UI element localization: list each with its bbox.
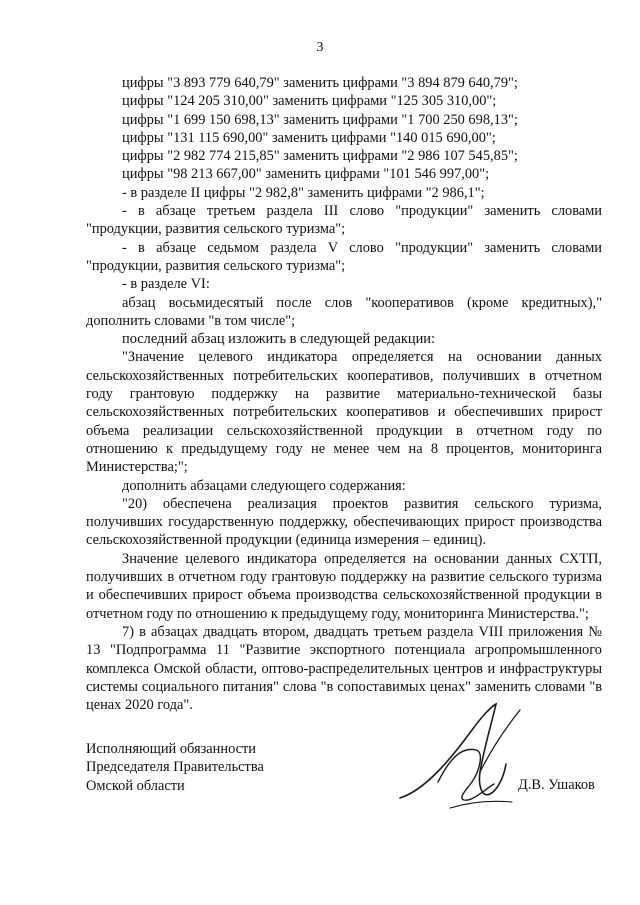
signatory-position-line: Исполняющий обязанности — [86, 741, 257, 757]
signatory-position — [86, 740, 264, 795]
paragraph: цифры "1 699 150 698,13" заменить цифрами "1 700 250 698,13"; — [122, 111, 518, 128]
paragraph: последний абзац изложить в следующей редакции: — [122, 331, 436, 348]
signatory-position-line: Омской области — [86, 777, 185, 794]
document-body — [86, 74, 602, 714]
handwritten-signature — [380, 690, 540, 820]
paragraph: абзац восьмидесятый после слов "кооперативов (кроме кредитных)," дополнить словами "в том числе"; — [86, 294, 602, 329]
paragraph: Значение целевого индикатора определяется на основании данных СХТП, получивших в отчетном году грантовую поддержку на развитие сельского туризма и обеспечивших прирост объема производства сельскохозяйственной продукции в отчетном году по отношению к предыдущему году, мониторинга Министерства."; — [86, 550, 602, 622]
paragraph: - в разделе VI: — [122, 276, 210, 293]
paragraph: - в абзаце третьем раздела III слово "продукции" заменить словами "продукции, развития сельского туризма"; — [86, 203, 602, 238]
paragraph: "Значение целевого индикатора определяется на основании данных сельскохозяйственных потребительских кооперативов, получивших в отчетном году грантовую поддержку на развитие материально-технической базы сельскохозяйственных потребительских кооперативов и обеспечивших прирост объема реализации сельскохозяйственной продукции в отчетном году по отношению к предыдущему году не менее чем на 8 процентов, мониторинга Министерства;"; — [86, 349, 602, 476]
paragraph: 7) в абзацах двадцать втором, двадцать третьем раздела VIII приложения № 13 "Подпрограмма 11 "Развитие экспортного потенциала агропромышленного комплекса Омской области, оптово-распределительных центров и инфраструктуры системы социального питания" слова "в сопоставимых ценах" заменить словами "в ценах 2020 года". — [86, 623, 602, 714]
paragraph: дополнить абзацами следующего содержания: — [122, 477, 406, 494]
paragraph: цифры "2 982 774 215,85" заменить цифрами "2 986 107 545,85"; — [122, 148, 518, 165]
paragraph: - в разделе II цифры "2 982,8" заменить цифрами "2 986,1"; — [122, 184, 485, 201]
paragraph: цифры "131 115 690,00" заменить цифрами "140 015 690,00"; — [122, 129, 496, 146]
page-number: 3 — [316, 40, 324, 55]
paragraph: - в абзаце седьмом раздела V слово "продукции" заменить словами "продукции, развития сельского туризма"; — [86, 239, 602, 274]
paragraph: цифры "3 893 779 640,79" заменить цифрами "3 894 879 640,79"; — [122, 75, 518, 91]
signatory-position-line: Председателя Правительства — [86, 759, 264, 776]
paragraph: цифры "124 205 310,00" заменить цифрами "125 305 310,00"; — [122, 93, 497, 110]
paragraph: цифры "98 213 667,00" заменить цифрами "101 546 997,00"; — [122, 166, 490, 183]
signatory-name: Д.В. Ушаков — [518, 777, 595, 793]
paragraph: "20) обеспечена реализация проектов развития сельского туризма, получивших государственную поддержку, обеспечивающих прирост производства сельскохозяйственной продукции (единица измерения – единиц). — [86, 495, 602, 549]
